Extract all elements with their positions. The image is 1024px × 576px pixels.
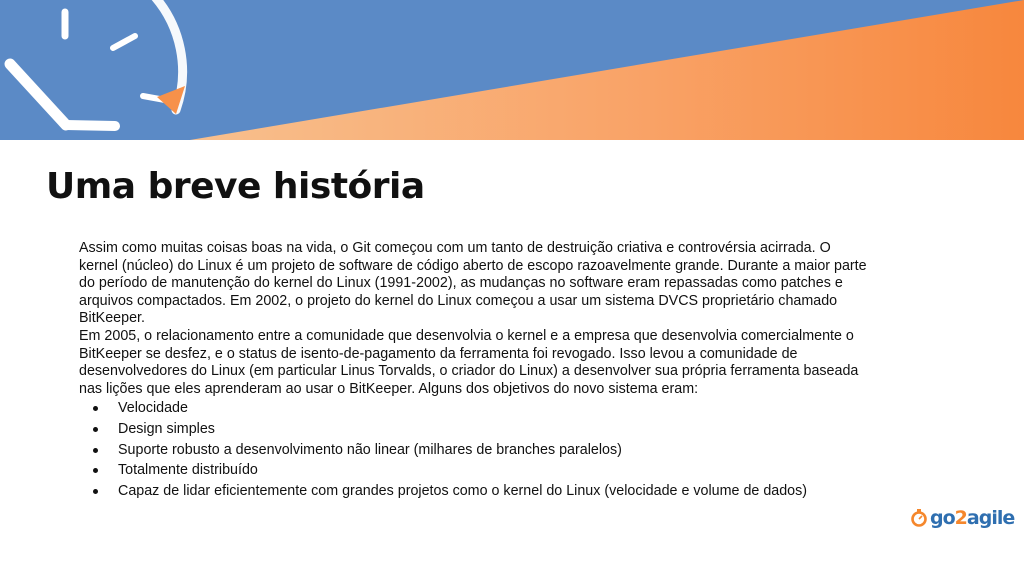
paragraph-intro: Assim como muitas coisas boas na vida, o Git começou com um tanto de destruição criativa e controvérsia acirrada. O kernel (núcleo) do Linux é um projeto de software de código aberto de escopo razoavelmente grande. Durante a maior parte do período de manutenção do kernel do Linux (1991-2002), as mudanças no software eram repassadas como patches e arquivos compactados. Em 2002, o projeto do kernel do Linux começou a usar um sistema DVCS proprietário chamado BitKeeper. bbox=[79, 240, 867, 327]
list-item: Totalmente distribuído bbox=[79, 460, 869, 481]
slide-title: Uma breve história bbox=[46, 166, 425, 207]
paragraph-2005: Em 2005, o relacionamento entre a comunidade que desenvolvia o kernel e a empresa que desenvolvia comercialmente o BitKeeper se desfez, e o status de isento-de-pagamento da ferramenta foi revogado. Isso levou a comunidade de desenvolvedores do Linux (em particular Linus Torvalds, o criador do Linux) a desenvolver sua própria ferramenta baseada nas lições que eles aprenderam ao usar o BitKeeper. Alguns dos objetivos do novo sistema eram: bbox=[79, 327, 859, 397]
timer-icon bbox=[910, 508, 928, 528]
list-item: Suporte robusto a desenvolvimento não linear (milhares de branches paralelos) bbox=[79, 440, 869, 461]
bullet-icon bbox=[93, 427, 98, 432]
list-item: Capaz de lidar eficientemente com grandes projetos como o kernel do Linux (velocidade e volume de dados) bbox=[79, 481, 869, 502]
bullet-icon bbox=[93, 448, 98, 453]
bullet-icon bbox=[93, 468, 98, 473]
list-item: Design simples bbox=[79, 419, 869, 440]
bullet-icon bbox=[93, 489, 98, 494]
banner-graphic bbox=[0, 0, 1024, 140]
go2agile-logo bbox=[910, 505, 1014, 531]
list-item: Velocidade bbox=[79, 398, 869, 419]
slide-body bbox=[79, 240, 869, 501]
header-banner bbox=[0, 0, 1024, 140]
goals-list bbox=[79, 398, 869, 501]
logo-wordmark: go2agile bbox=[930, 507, 1015, 529]
bullet-icon bbox=[93, 406, 98, 411]
